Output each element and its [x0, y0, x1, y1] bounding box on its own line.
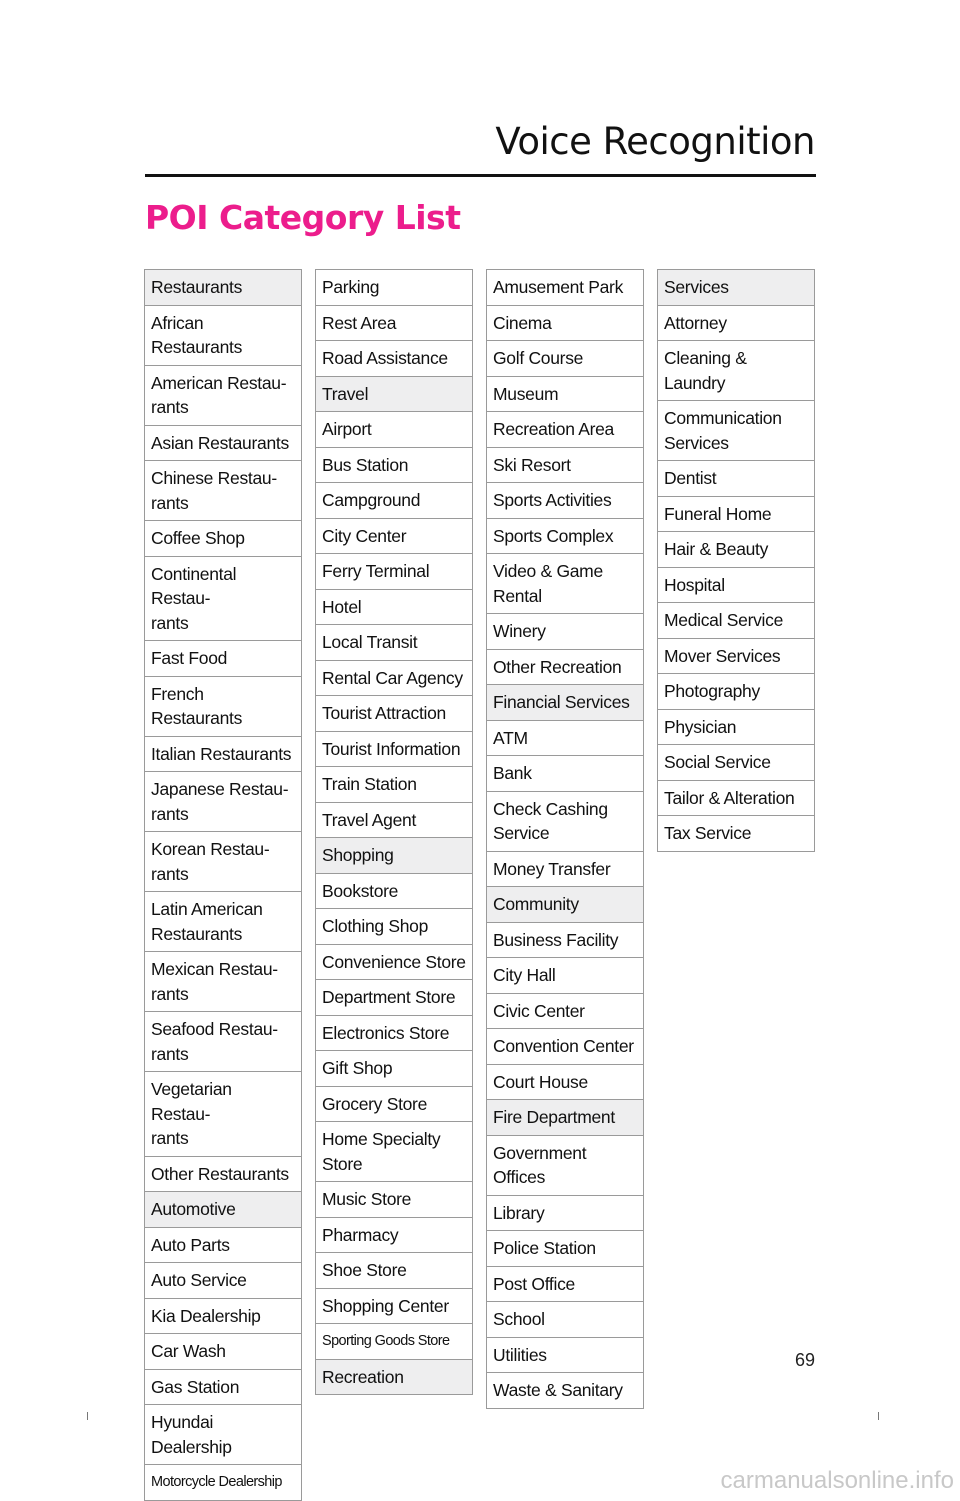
- category-list-item: Pharmacy: [316, 1218, 472, 1254]
- category-list-item: Mover Services: [658, 639, 814, 675]
- category-list-item: Waste & Sanitary: [487, 1373, 643, 1409]
- category-column-3: [486, 269, 644, 1409]
- category-group-header: Recreation: [316, 1360, 472, 1396]
- category-list-item: Check Cashing Service: [487, 792, 643, 852]
- category-list-item: Shoe Store: [316, 1253, 472, 1289]
- category-list-item: Local Transit: [316, 625, 472, 661]
- category-list-item: Vegetarian Restau- rants: [145, 1072, 301, 1157]
- category-group-header: Restaurants: [145, 270, 301, 306]
- category-list-item: Ski Resort: [487, 448, 643, 484]
- category-list-item: Sports Complex: [487, 519, 643, 555]
- category-list-item: Gas Station: [145, 1370, 301, 1406]
- category-list-item: Latin American Restaurants: [145, 892, 301, 952]
- category-list-item: Money Transfer: [487, 852, 643, 888]
- category-list-item: Sporting Goods Store: [316, 1324, 472, 1360]
- category-list-item: Fast Food: [145, 641, 301, 677]
- category-group-header: Travel: [316, 377, 472, 413]
- category-list-item: Italian Restaurants: [145, 737, 301, 773]
- section-title: POI Category List: [145, 198, 461, 237]
- category-list-item: Utilities: [487, 1338, 643, 1374]
- category-list-item: Japanese Restau- rants: [145, 772, 301, 832]
- category-list-item: Civic Center: [487, 994, 643, 1030]
- category-list-item: Department Store: [316, 980, 472, 1016]
- category-list-item: Chinese Restau- rants: [145, 461, 301, 521]
- category-list-item: Campground: [316, 483, 472, 519]
- category-group-header: Automotive: [145, 1192, 301, 1228]
- crop-mark-left: [87, 1412, 88, 1420]
- category-list-item: Post Office: [487, 1267, 643, 1303]
- category-group-header: Shopping: [316, 838, 472, 874]
- category-list-item: Other Recreation: [487, 650, 643, 686]
- category-list-item: Convention Center: [487, 1029, 643, 1065]
- category-list-item: Library: [487, 1196, 643, 1232]
- category-list-item: Music Store: [316, 1182, 472, 1218]
- category-list-item: Travel Agent: [316, 803, 472, 839]
- category-list-item: Business Facility: [487, 923, 643, 959]
- category-list-item: Mexican Restau- rants: [145, 952, 301, 1012]
- category-list-item: Rental Car Agency: [316, 661, 472, 697]
- category-column-2: [315, 269, 473, 1395]
- category-list-item: Recreation Area: [487, 412, 643, 448]
- category-list-item: Hair & Beauty: [658, 532, 814, 568]
- category-group-header: Financial Services: [487, 685, 643, 721]
- category-list-item: Attorney: [658, 306, 814, 342]
- category-list-item: Auto Parts: [145, 1228, 301, 1264]
- category-list-item: Electronics Store: [316, 1016, 472, 1052]
- category-list-item: Social Service: [658, 745, 814, 781]
- category-list-item: Home Specialty Store: [316, 1122, 472, 1182]
- category-list-item: Road Assistance: [316, 341, 472, 377]
- category-list-item: Tourist Information: [316, 732, 472, 768]
- category-list-item: Parking: [316, 270, 472, 306]
- category-list-item: Dentist: [658, 461, 814, 497]
- category-list-item: City Hall: [487, 958, 643, 994]
- category-list-item: Funeral Home: [658, 497, 814, 533]
- category-list-item: Winery: [487, 614, 643, 650]
- category-list-item: Medical Service: [658, 603, 814, 639]
- category-list-item: Hotel: [316, 590, 472, 626]
- category-list-item: Kia Dealership: [145, 1299, 301, 1335]
- category-list-item: Ferry Terminal: [316, 554, 472, 590]
- category-list-item: School: [487, 1302, 643, 1338]
- category-list-item: Clothing Shop: [316, 909, 472, 945]
- category-list-item: Museum: [487, 377, 643, 413]
- category-list-item: Amusement Park: [487, 270, 643, 306]
- category-list-item: Gift Shop: [316, 1051, 472, 1087]
- category-column-4: [657, 269, 815, 852]
- category-list-item: Tourist Attraction: [316, 696, 472, 732]
- category-list-item: Motorcycle Dealership: [145, 1465, 301, 1501]
- category-list-item: Cleaning & Laundry: [658, 341, 814, 401]
- category-list-item: Train Station: [316, 767, 472, 803]
- category-group-header: Fire Department: [487, 1100, 643, 1136]
- category-list-item: Photography: [658, 674, 814, 710]
- category-list-item: Golf Course: [487, 341, 643, 377]
- category-list-item: ATM: [487, 721, 643, 757]
- category-list-item: Hospital: [658, 568, 814, 604]
- category-list-item: Auto Service: [145, 1263, 301, 1299]
- category-list-item: Physician: [658, 710, 814, 746]
- category-list-item: Rest Area: [316, 306, 472, 342]
- category-list-item: Seafood Restau- rants: [145, 1012, 301, 1072]
- category-list-item: Continental Restau- rants: [145, 557, 301, 642]
- category-list-item: Airport: [316, 412, 472, 448]
- category-list-item: Cinema: [487, 306, 643, 342]
- header-divider: [145, 174, 816, 177]
- category-list-item: Bookstore: [316, 874, 472, 910]
- category-list-item: Court House: [487, 1065, 643, 1101]
- category-list-item: Hyundai Dealership: [145, 1405, 301, 1465]
- category-list-item: City Center: [316, 519, 472, 555]
- category-list-item: Government Offices: [487, 1136, 643, 1196]
- category-list-item: Grocery Store: [316, 1087, 472, 1123]
- watermark: carmanualsonline.info: [720, 1467, 954, 1494]
- crop-mark-right: [878, 1412, 879, 1420]
- page-number: 69: [794, 1350, 815, 1370]
- category-list-item: Tailor & Alteration: [658, 781, 814, 817]
- category-group-header: Services: [658, 270, 814, 306]
- category-list-item: French Restaurants: [145, 677, 301, 737]
- category-list-item: Bus Station: [316, 448, 472, 484]
- category-list-item: Convenience Store: [316, 945, 472, 981]
- category-list-item: Video & Game Rental: [487, 554, 643, 614]
- category-list-item: Communication Services: [658, 401, 814, 461]
- category-list-item: Asian Restaurants: [145, 426, 301, 462]
- category-list-item: Korean Restau- rants: [145, 832, 301, 892]
- category-list-item: Sports Activities: [487, 483, 643, 519]
- category-list-item: Car Wash: [145, 1334, 301, 1370]
- page-header-title: Voice Recognition: [495, 120, 815, 163]
- category-list-item: Tax Service: [658, 816, 814, 852]
- category-list-item: Police Station: [487, 1231, 643, 1267]
- category-list-item: American Restau- rants: [145, 366, 301, 426]
- category-list-item: Bank: [487, 756, 643, 792]
- category-list-item: African Restaurants: [145, 306, 301, 366]
- category-column-1: [144, 269, 302, 1501]
- category-list-item: Other Restaurants: [145, 1157, 301, 1193]
- category-list-item: Coffee Shop: [145, 521, 301, 557]
- category-group-header: Community: [487, 887, 643, 923]
- category-list-item: Shopping Center: [316, 1289, 472, 1325]
